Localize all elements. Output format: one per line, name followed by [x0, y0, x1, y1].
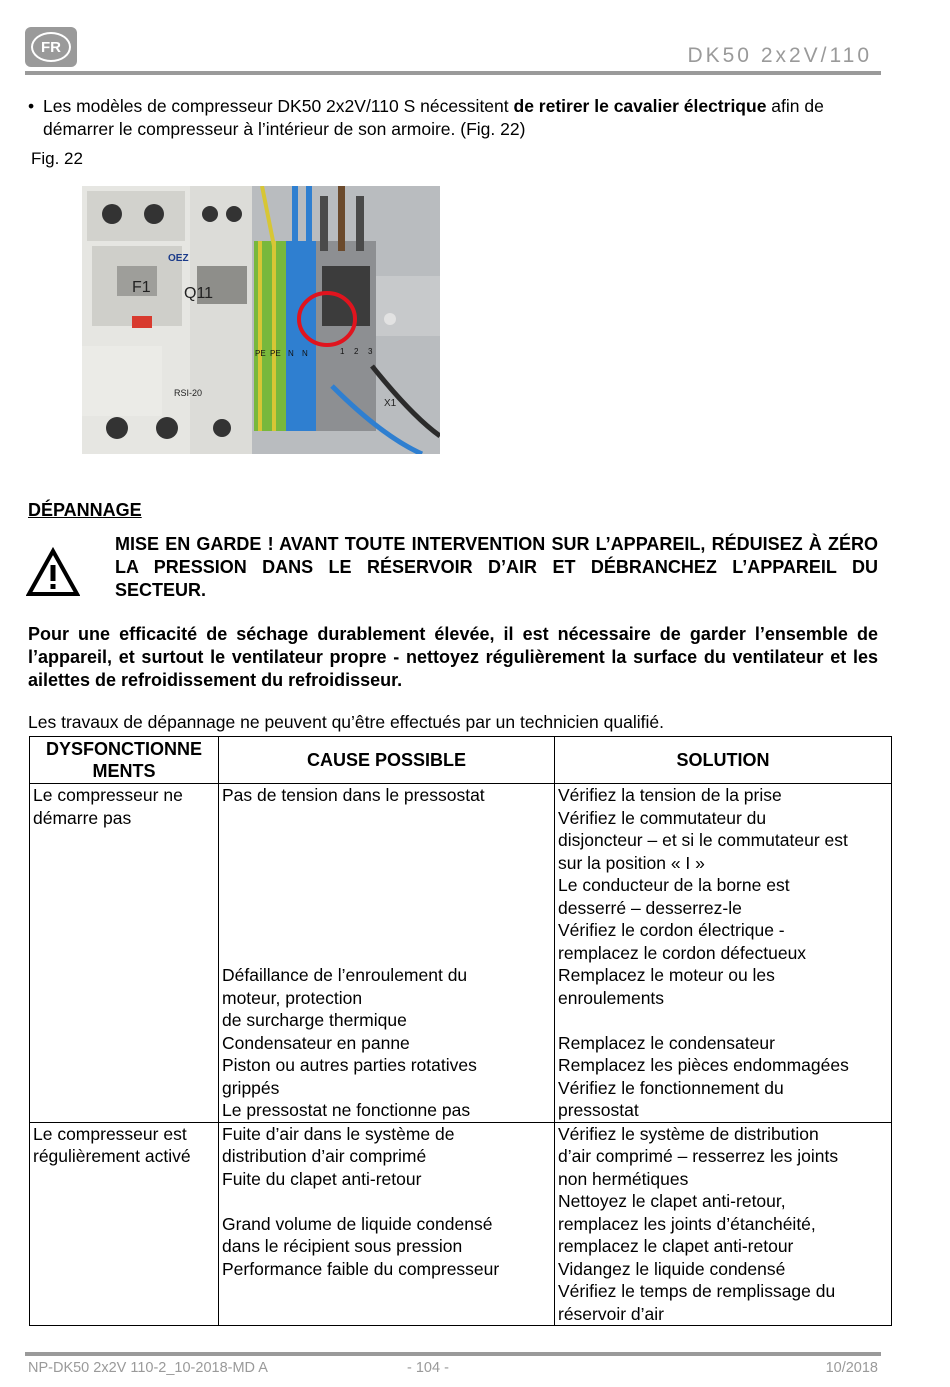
section-title: DÉPANNAGE	[28, 500, 142, 520]
photo-label-pe-1: PE	[255, 349, 266, 358]
bullet-text-bold: de retirer le cavalier électrique	[513, 96, 767, 116]
warning-icon	[26, 547, 80, 597]
bullet-symbol: •	[28, 96, 35, 116]
solution-cell: Vérifiez la tension de la prise Vérifiez le commutateur du disjoncteur – et si le commutateur est sur la position « I » Le conducteur de la borne est desserré – desserrez-le Vérifiez le cordon électrique - remplacez le cordon défectueux Remplacez le moteur ou les enroulements Remplacez le condensateur Remplacez les pièces endommagées Vérifiez le fonctionnement du pressostat	[555, 784, 892, 1123]
photo-label-rsi: RSI-20	[174, 388, 203, 398]
photo-label-q11: Q11	[184, 285, 214, 302]
bullet-text-start: Les modèles de compresseur DK50 2x2V/110 S nécessitent	[43, 96, 514, 116]
footer-doc-id: NP-DK50 2x2V 110-2_10-2018-MD A	[28, 1360, 268, 1376]
photo-label-oez: OEZ	[168, 253, 189, 264]
cause-cell: Pas de tension dans le pressostat Défaillance de l’enroulement du moteur, protection de surcharge thermique Condensateur en panne Piston ou autres parties rotatives grippés Le pressostat ne fonctionne pas	[219, 784, 555, 1123]
header-solution: SOLUTION	[555, 737, 892, 784]
figure-photo	[82, 186, 440, 454]
malfunction-cell: Le compresseur ne démarre pas	[30, 784, 219, 1123]
header-cause: CAUSE POSSIBLE	[219, 737, 555, 784]
table-header-row	[30, 737, 892, 784]
photo-label-f1: F1	[132, 279, 151, 296]
document-title: DK50 2x2V/110	[687, 44, 872, 67]
bullet-text	[43, 95, 888, 141]
cause-cell: Fuite d’air dans le système de distribution d’air comprimé Fuite du clapet anti-retour Grand volume de liquide condensé dans le récipient sous pression Performance faible du compresseur	[219, 1122, 555, 1326]
photo-label-terminal-1: 1	[340, 347, 345, 356]
drying-note: Pour une efficacité de séchage durablement élevée, il est nécessaire de garder l’ensemble de l’appareil, et surtout le ventilateur propre - nettoyez régulièrement la surface du ventilateur et les ailettes de refroidissement du refroidisseur.	[28, 624, 878, 690]
figure-label: Fig. 22	[31, 149, 83, 168]
troubleshooting-table	[29, 736, 892, 1326]
header-malfunction: DYSFONCTIONNE MENTS	[30, 737, 219, 784]
table-row	[30, 784, 892, 1123]
photo-label-pe-2: PE	[270, 349, 281, 358]
bullet-text-end: afin de démarrer le compresseur à l’intérieur de son armoire. (Fig. 22)	[43, 96, 824, 139]
terminal-block-photo	[82, 186, 440, 454]
footer-divider	[25, 1352, 881, 1356]
photo-label-n-1: N	[288, 349, 294, 358]
footer-date: 10/2018	[825, 1360, 878, 1376]
photo-label-terminal-3: 3	[368, 347, 373, 356]
table-row	[30, 1122, 892, 1326]
photo-label-n-2: N	[302, 349, 308, 358]
language-code: FR	[31, 32, 71, 62]
header-divider	[25, 71, 881, 75]
malfunction-cell: Le compresseur est régulièrement activé	[30, 1122, 219, 1326]
jumper-instruction	[28, 95, 888, 141]
solution-cell: Vérifiez le système de distribution d’air comprimé – resserrez les joints non hermétiques Nettoyez le clapet anti-retour, remplacez les joints d’étanchéité, remplacez le clapet anti-retour Vidangez le liquide condensé Vérifiez le temps de remplissage du réservoir d’air	[555, 1122, 892, 1326]
warning-text: MISE EN GARDE ! AVANT TOUTE INTERVENTION SUR L’APPAREIL, RÉDUISEZ À ZÉRO LA PRESSION DANS LE RÉSERVOIR D’AIR ET DÉBRANCHEZ L’APPAREIL DU SECTEUR.	[115, 534, 878, 600]
photo-label-terminal-2: 2	[354, 347, 359, 356]
language-badge	[25, 27, 77, 67]
intro-text: Les travaux de dépannage ne peuvent qu’être effectués par un technicien qualifié.	[28, 712, 664, 732]
footer-page-number: - 104 -	[407, 1360, 449, 1376]
photo-label-x1: X1	[384, 398, 397, 409]
